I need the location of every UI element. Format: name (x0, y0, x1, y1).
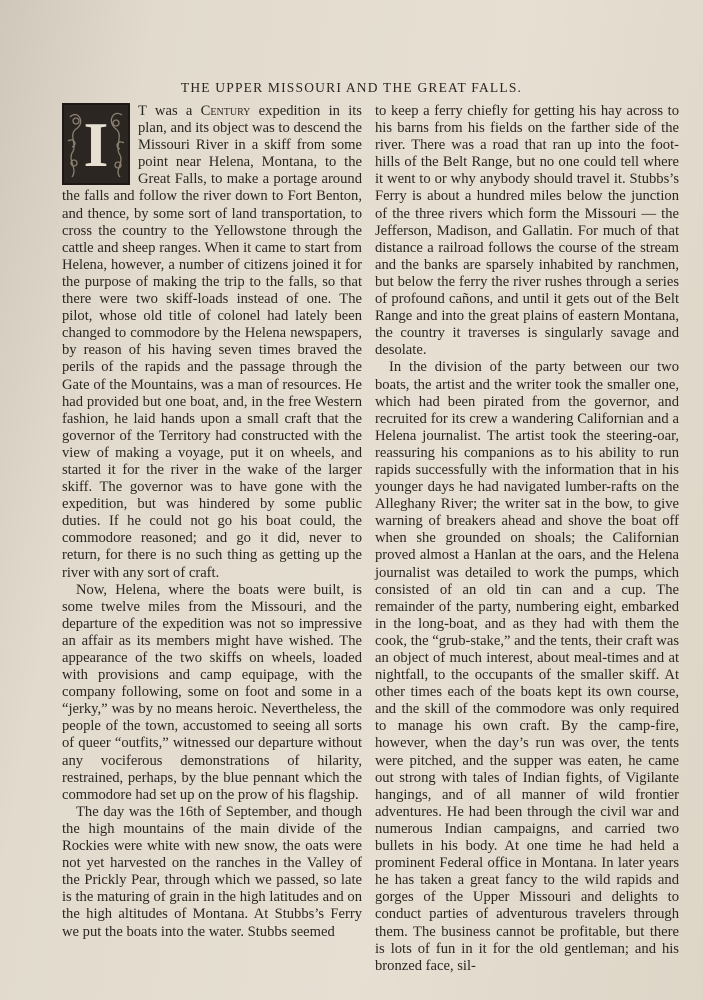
ornamental-initial (62, 103, 130, 185)
dropcap-letter: I (83, 109, 109, 180)
paragraph: In the division of the party between our two boats, the artist and the writer took the smaller one, which had been pirated from the governor, and recruited for its crew a wandering Californian and a Helena journalist. The artist took the steering-oar, reassuring his companions as to his ability to run rapids successfully with the information that in his younger days he had navigated lumber-rafts on the Alleghany River; the writer sat in the bow, to give warning of breakers ahead and shove the boat off when she grounded on shoals; the Californian proved almost a Hanlan at the oars, and the Helena journalist was detailed to work the pumps, which consisted of an old tin can and a cup. The remainder of the party, numbering eight, embarked in the long-boat, and as they had with them the cook, the “grub-stake,” and the tents, their craft was an object of much interest, about meal-times and at nightfall, to the occupants of the smaller skiff. At other times each of the boats kept its own course, and the skill of the commodore was only required to manage his own craft. By the camp-fire, however, when the day’s run was over, the tents were pitched, and the supper was eaten, he came out strong with tales of Indian fights, of Vigilante hangings, and of all manner of wild frontier adventures. He had been through the civil war and numerous Indian campaigns, and carried two bullets in his body. At one time he had held a prominent Federal office in Montana. In later years he has taken a great fancy to the wild rapids and gorges of the Upper Missouri and delights to conduct parties of adventurous travelers through them. The business cannot be profitable, but there is lots of fun in it for the old gentleman; and his bronzed face, sil- (375, 359, 679, 974)
paragraph-text: expedition in its plan, and its object was to descend the Missouri River in a skiff from some point near Helena, Montana, to the Great Falls, to make a portage around the falls and follow the river down to Fort Benton, and thence, by some sort of land transportation, to cross the country to the Yellowstone through the cattle and sheep ranges. When it came to start from Helena, however, a number of citizens joined it for the purpose of making the trip to the falls, so that there were two skiff-loads instead of one. The pilot, whose old title of colonel had lately been changed to commodore by the Helena newspapers, by reason of his having seven times braved the perils of the rapids and the passage through the Gate of the Mountains, was a man of resources. He had provided but one boat, and, in the free Western fashion, he laid hands upon a small craft that the governor of the Territory had constructed with the view of making a voyage, put it on wheels, and started it for the river in the wake of the larger skiff. The governor was to have gone with the expedition, but was hindered by some public duties. If he could not go his boat could, the commodore reasoned; and go it did, never to return, for there is no such thing as getting up the river with any sort of craft. (62, 103, 362, 581)
paragraph: Now, Helena, where the boats were built, is some twelve miles from the Missouri, and the departure of the expedition was not so impressive an affair as its members might have wished. The appearance of the two skiffs on wheels, loaded with provisions and camp equipage, with the company following, some on foot and some in a “jerky,” was by no means heroic. Nevertheless, the people of the town, accustomed to seeing all sorts of queer “outfits,” witnessed our departure without any vociferous demonstrations of hilarity, restrained, perhaps, by the blue pennant which the commodore had set up on the prow of his flagship. (62, 581, 362, 803)
paragraph: to keep a ferry chiefly for getting his hay across to his barns from his fields on the farther side of the river. There was a road that ran up into the foot-hills of the Belt Range, but no one could tell where it went to or why anybody should travel it. Stubbs’s Ferry is about a hundred miles below the junction of the three rivers which form the Missouri — the Jefferson, Madison, and Gallatin. For much of that distance a railroad follows the course of the stream and the banks are sparsely inhabited by ranchmen, but below the ferry the river rushes through a series of profound cañons, and until it gets out of the Belt Range and into the great plains of eastern Montana, the country it traverses is singularly savage and desolate. (375, 103, 679, 359)
smallcaps-word: Century (200, 103, 251, 119)
paragraph (62, 103, 362, 582)
paragraph-text: T was a (138, 103, 201, 119)
right-column (375, 103, 679, 975)
running-title: THE UPPER MISSOURI AND THE GREAT FALLS. (180, 80, 523, 95)
left-column (62, 103, 362, 941)
paragraph: The day was the 16th of September, and though the high mountains of the main divide of the Rockies were white with new snow, the oats were not yet harvested on the ranches in the Valley of the Prickly Pear, through which we passed, so late is the maturing of grain in the high latitudes and on the high altitudes of Montana. At Stubbs’s Ferry we put the boats into the water. Stubbs seemed (62, 803, 362, 940)
